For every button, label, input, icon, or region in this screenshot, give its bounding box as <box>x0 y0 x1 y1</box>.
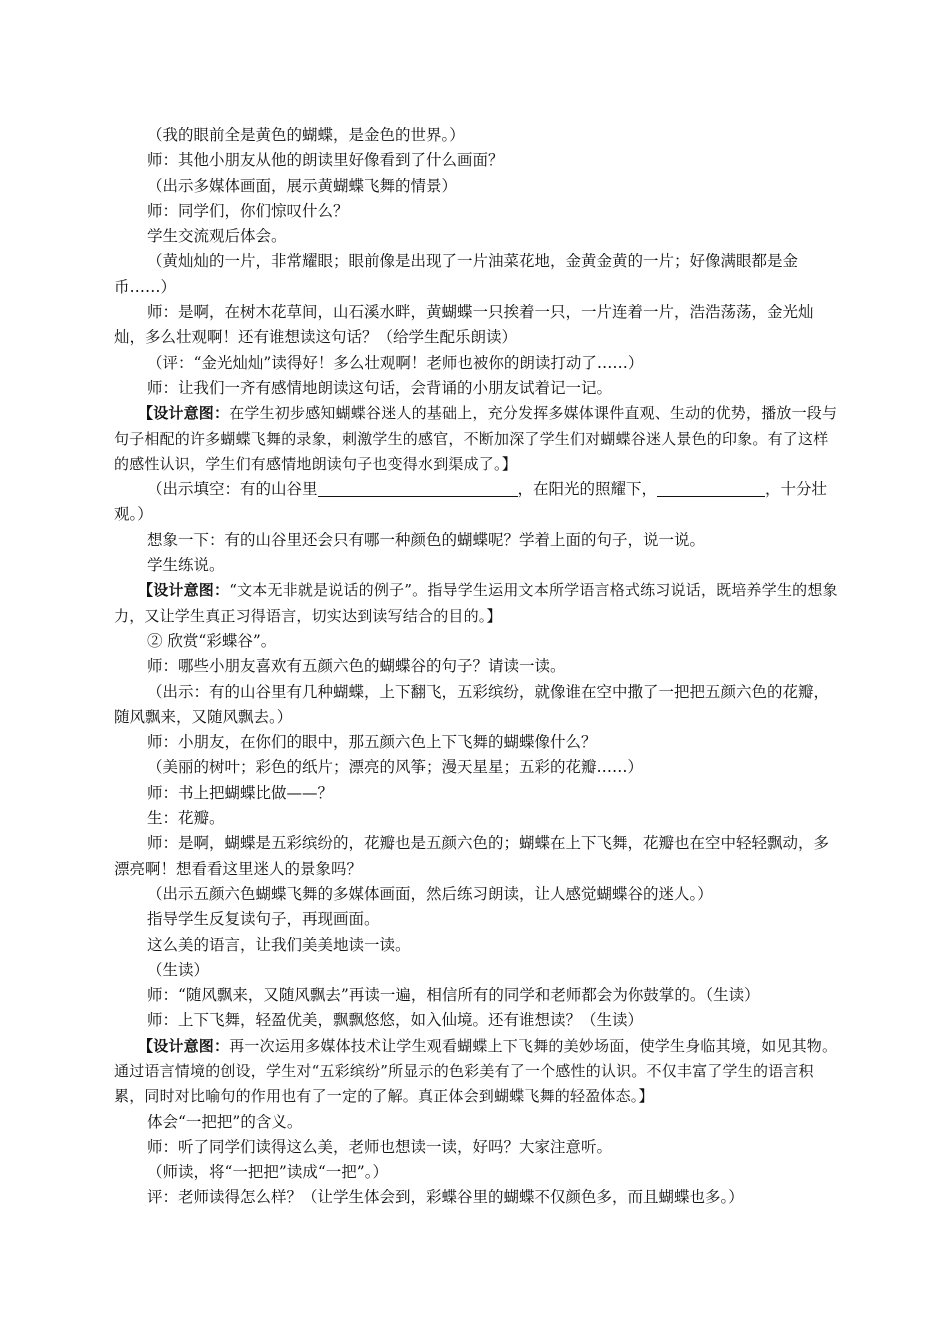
document-body <box>114 123 840 1211</box>
paragraph: 想象一下：有的山谷里还会只有哪一种颜色的蝴蝶呢？学着上面的句子，说一说。 <box>147 530 706 549</box>
paragraph: 师：是啊，在树木花草间，山石溪水畔，黄蝴蝶一只挨着一只，一片连着一片，浩浩荡荡，金光灿灿，多么壮观啊！还有谁想读这句话？（给学生配乐朗读） <box>114 303 814 347</box>
design-intent-text: 再一次运用多媒体技术让学生观看蝴蝶上下飞舞的美妙场面，使学生身临其境，如见其物。通过语言情境的创设，学生对“五彩缤纷”所显示的色彩美有了一个感性的认识。不仅丰富了学生的语言积累，同时对比喻句的作用也有了一定的了解。真正体会到蝴蝶飞舞的轻盈体态。】 <box>114 1036 838 1106</box>
paragraph: ② 欣赏“彩蝶谷”。 <box>147 631 277 650</box>
paragraph: （出示：有的山谷里有几种蝴蝶，上下翻飞，五彩缤纷，就像谁在空中撒了一把把五颜六色的花瓣，随风飘来，又随风飘去。） <box>114 682 830 726</box>
blank-line <box>657 479 765 497</box>
paragraph: 师：是啊，蝴蝶是五彩缤纷的，花瓣也是五颜六色的；蝴蝶在上下飞舞，花瓣也在空中轻轻飘动，多漂亮啊！想看看这里迷人的景象吗？ <box>114 834 830 878</box>
paragraph: 指导学生反复读句子，再现画面。 <box>147 910 380 929</box>
paragraph: 评：老师读得怎么样？（让学生体会到，彩蝶谷里的蝴蝶不仅颜色多，而且蝴蝶也多。） <box>147 1188 744 1207</box>
fill-blank-text: （出示填空：有的山谷里 <box>147 480 318 499</box>
design-intent-label: 【设计意图： <box>138 404 230 423</box>
paragraph: 师：小朋友，在你们的眼中，那五颜六色上下飞舞的蝴蝶像什么？ <box>147 733 597 752</box>
paragraph: （美丽的树叶；彩色的纸片；漂亮的风筝；漫天星星；五彩的花瓣……） <box>147 758 644 777</box>
paragraph: 体会“一把把”的含义。 <box>147 1112 303 1131</box>
fill-blank-exercise <box>114 477 840 528</box>
paragraph: （黄灿灿的一片，非常耀眼；眼前像是出现了一片油菜花地，金黄金黄的一片；好像满眼都是金币……） <box>114 252 799 296</box>
paragraph: 学生交流观后体会。 <box>147 227 287 246</box>
paragraph: （生读） <box>147 960 210 979</box>
design-intent-1 <box>114 401 840 477</box>
paragraph: 师：上下飞舞，轻盈优美，飘飘悠悠，如入仙境。还有谁想读？（生读） <box>147 1011 644 1030</box>
fill-blank-text: ，十分壮观。） <box>114 480 828 524</box>
paragraph: （出示多媒体画面，展示黄蝴蝶飞舞的情景） <box>147 176 458 195</box>
design-intent-label: 【设计意图： <box>138 1036 230 1055</box>
design-intent-text: “文本无非就是说话的例子”。指导学生运用文本所学语言格式练习说话，既培养学生的想象力，又让学生真正习得语言，切实达到读写结合的目的。】 <box>114 581 838 625</box>
paragraph: 师：书上把蝴蝶比做——？ <box>147 783 334 802</box>
design-intent-label: 【设计意图： <box>138 581 230 600</box>
paragraph: 师：同学们，你们惊叹什么？ <box>147 201 349 220</box>
fill-blank-text: ，在阳光的照耀下， <box>517 480 658 499</box>
design-intent-text: 在学生初步感知蝴蝶谷迷人的基础上，充分发挥多媒体课件直观、生动的优势，播放一段与句子相配的许多蝴蝶飞舞的录象，刺激学生的感官，不断加深了学生们对蝴蝶谷迷人景色的印象。有了这样的感性认识，学生们有感情地朗读句子也变得水到渠成了。】 <box>114 404 838 473</box>
paragraph: 师：听了同学们读得这么美，老师也想读一读，好吗？大家注意听。 <box>147 1137 613 1156</box>
paragraph: （师读，将“一把把”读成“一把”。） <box>147 1163 388 1182</box>
design-intent-3 <box>114 1034 840 1110</box>
paragraph: 这么美的语言，让我们美美地读一读。 <box>147 935 411 954</box>
paragraph: 学生练说。 <box>147 556 225 575</box>
paragraph: 师：其他小朋友从他的朗读里好像看到了什么画面？ <box>147 151 504 170</box>
design-intent-2 <box>114 578 840 629</box>
paragraph: 生：花瓣。 <box>147 809 225 828</box>
paragraph: （我的眼前全是黄色的蝴蝶，是金色的世界。） <box>147 126 465 144</box>
blank-line <box>318 479 518 497</box>
paragraph: 师：哪些小朋友喜欢有五颜六色的蝴蝶谷的句子？请读一读。 <box>147 657 566 676</box>
paragraph: （评：“金光灿灿”读得好！多么壮观啊！老师也被你的朗读打动了……） <box>147 353 644 372</box>
paragraph: （出示五颜六色蝴蝶飞舞的多媒体画面，然后练习朗读，让人感觉蝴蝶谷的迷人。） <box>147 884 713 903</box>
paragraph: 师：让我们一齐有感情地朗读这句话，会背诵的小朋友试着记一记。 <box>147 378 613 397</box>
paragraph: 师：“随风飘来，又随风飘去”再读一遍，相信所有的同学和老师都会为你鼓掌的。（生读） <box>147 986 760 1005</box>
